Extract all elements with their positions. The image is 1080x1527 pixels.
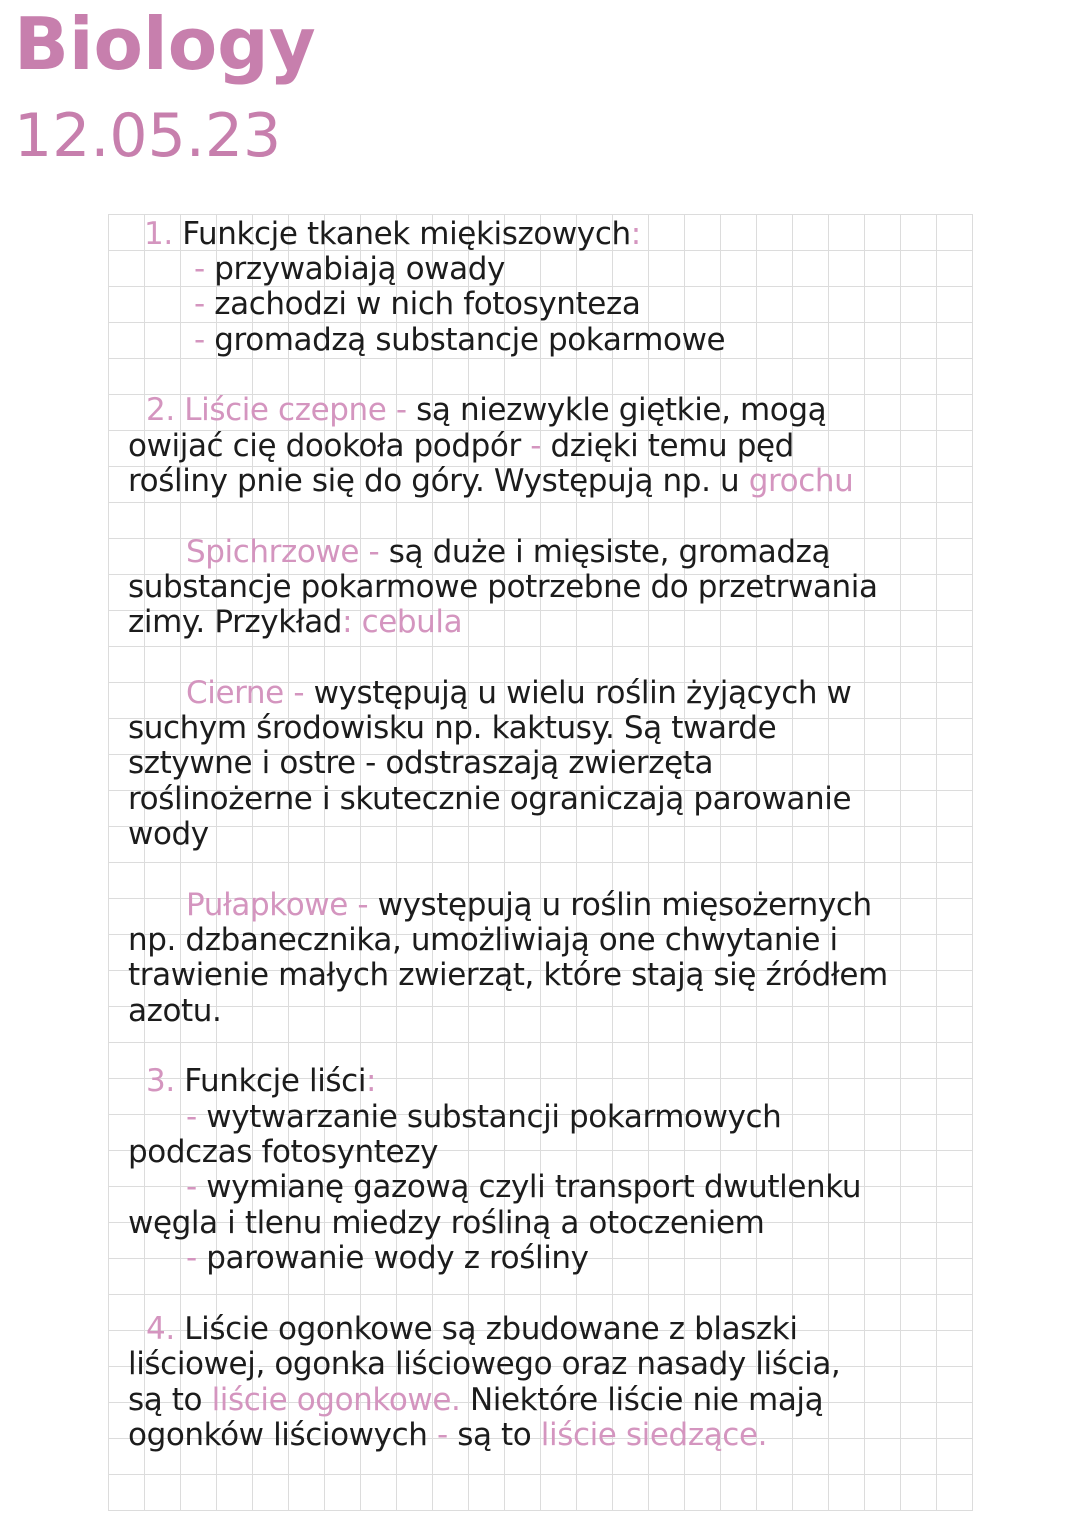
- paragraph-line: wody: [128, 816, 209, 852]
- text-run: Niektóre liście nie mają: [460, 1382, 824, 1418]
- dash-mark: -: [436, 1417, 448, 1453]
- section-number: 1.: [144, 216, 173, 252]
- term-liscie-ogonkowe: liście ogonkowe.: [211, 1382, 461, 1418]
- text-run: dzięki temu pęd: [541, 428, 794, 464]
- paragraph-line: podczas fotosyntezy: [128, 1134, 439, 1170]
- text-run: są duże i mięsiste, gromadzą: [388, 534, 831, 570]
- dash-mark: -: [283, 675, 314, 711]
- term-cierne: Cierne: [186, 675, 284, 711]
- paragraph-line: liściowej, ogonka liściowego oraz nasady liścia,: [128, 1346, 841, 1382]
- text-run: ogonków liściowych: [128, 1417, 437, 1453]
- term-liscie-czepne: 2. Liście czepne: [146, 392, 387, 428]
- paragraph-line: roślinożerne i skutecznie ograniczają parowanie: [128, 781, 852, 817]
- term-liscie-siedzace: liście siedzące.: [540, 1417, 768, 1453]
- paragraph-line: [186, 887, 872, 923]
- paragraph-line: sztywne i ostre - odstraszają zwierzęta: [128, 745, 714, 781]
- note-section-1-heading: [144, 216, 641, 252]
- colon-mark: :: [366, 1063, 377, 1099]
- bullet-dash: -: [194, 286, 205, 322]
- list-item-text: wymianę gazową czyli transport dwutlenku: [196, 1169, 862, 1205]
- term-spichrzowe: Spichrzowe: [186, 534, 360, 570]
- term-pulapkowe: Pułapkowe: [186, 887, 348, 923]
- bullet-dash: -: [194, 322, 205, 358]
- text-run: występują u roślin mięsożernych: [377, 887, 872, 923]
- text-run: Liście ogonkowe są zbudowane z blaszki: [174, 1311, 798, 1347]
- list-item-text: zachodzi w nich fotosynteza: [204, 286, 641, 322]
- bullet-dash: -: [186, 1240, 197, 1276]
- text-run: rośliny pnie się do góry. Występują np. u: [128, 463, 749, 499]
- bullet-dash: -: [186, 1099, 197, 1135]
- text-run: występują u wielu roślin żyjących w: [313, 675, 852, 711]
- list-item-text: gromadzą substancje pokarmowe: [204, 322, 726, 358]
- text-run: zimy. Przykład: [128, 604, 343, 640]
- colon-mark: :: [342, 604, 353, 640]
- dash-mark: -: [347, 887, 378, 923]
- text-run: owijać cię dookoła podpór: [128, 428, 531, 464]
- term-grochu: grochu: [748, 463, 854, 499]
- paragraph-line: [128, 463, 853, 499]
- paragraph-line: [128, 428, 794, 464]
- paragraph-line: [186, 675, 852, 711]
- bullet-dash: -: [194, 251, 205, 287]
- paragraph-line: [146, 1311, 798, 1347]
- text-run: są niezwykle giętkie, mogą: [416, 392, 827, 428]
- list-item: [194, 286, 640, 322]
- dash-mark: -: [530, 428, 542, 464]
- bullet-dash: -: [186, 1169, 197, 1205]
- paragraph-line: suchym środowisku np. kaktusy. Są twarde: [128, 710, 777, 746]
- paragraph-line: substancje pokarmowe potrzebne do przetrwania: [128, 569, 878, 605]
- list-item: [186, 1169, 861, 1205]
- section-number: 3.: [146, 1063, 175, 1099]
- paragraph-line: [128, 1382, 823, 1418]
- paragraph-line: [186, 534, 830, 570]
- text-run: są to: [447, 1417, 541, 1453]
- list-item: [186, 1099, 781, 1135]
- paragraph-line: np. dzbanecznika, umożliwiają one chwytanie i: [128, 922, 838, 958]
- paragraph-line: trawienie małych zwierząt, które stają się źródłem: [128, 957, 888, 993]
- list-item: [186, 1240, 589, 1276]
- list-item: [194, 251, 505, 287]
- heading-text: Funkcje tkanek miękiszowych: [172, 216, 631, 252]
- paragraph-line: [128, 604, 462, 640]
- page-title: Biology: [14, 2, 316, 86]
- note-section-3-heading: [146, 1063, 376, 1099]
- paragraph-line: [146, 392, 826, 428]
- list-item-text: parowanie wody z rośliny: [196, 1240, 589, 1276]
- dash-mark: -: [359, 534, 389, 570]
- term-cebula: cebula: [352, 604, 463, 640]
- paragraph-line: [128, 1417, 767, 1453]
- list-item-text: wytwarzanie substancji pokarmowych: [196, 1099, 782, 1135]
- heading-text: Funkcje liści: [174, 1063, 367, 1099]
- colon-mark: :: [630, 216, 641, 252]
- section-number: 4.: [146, 1311, 175, 1347]
- list-item: [194, 322, 725, 358]
- list-item-text: przywabiają owady: [204, 251, 505, 287]
- text-run: są to: [128, 1382, 212, 1418]
- dash-mark: -: [386, 392, 417, 428]
- paragraph-line: węgla i tlenu miedzy rośliną a otoczeniem: [128, 1205, 765, 1241]
- page-date: 12.05.23: [14, 101, 282, 171]
- paragraph-line: azotu.: [128, 993, 222, 1029]
